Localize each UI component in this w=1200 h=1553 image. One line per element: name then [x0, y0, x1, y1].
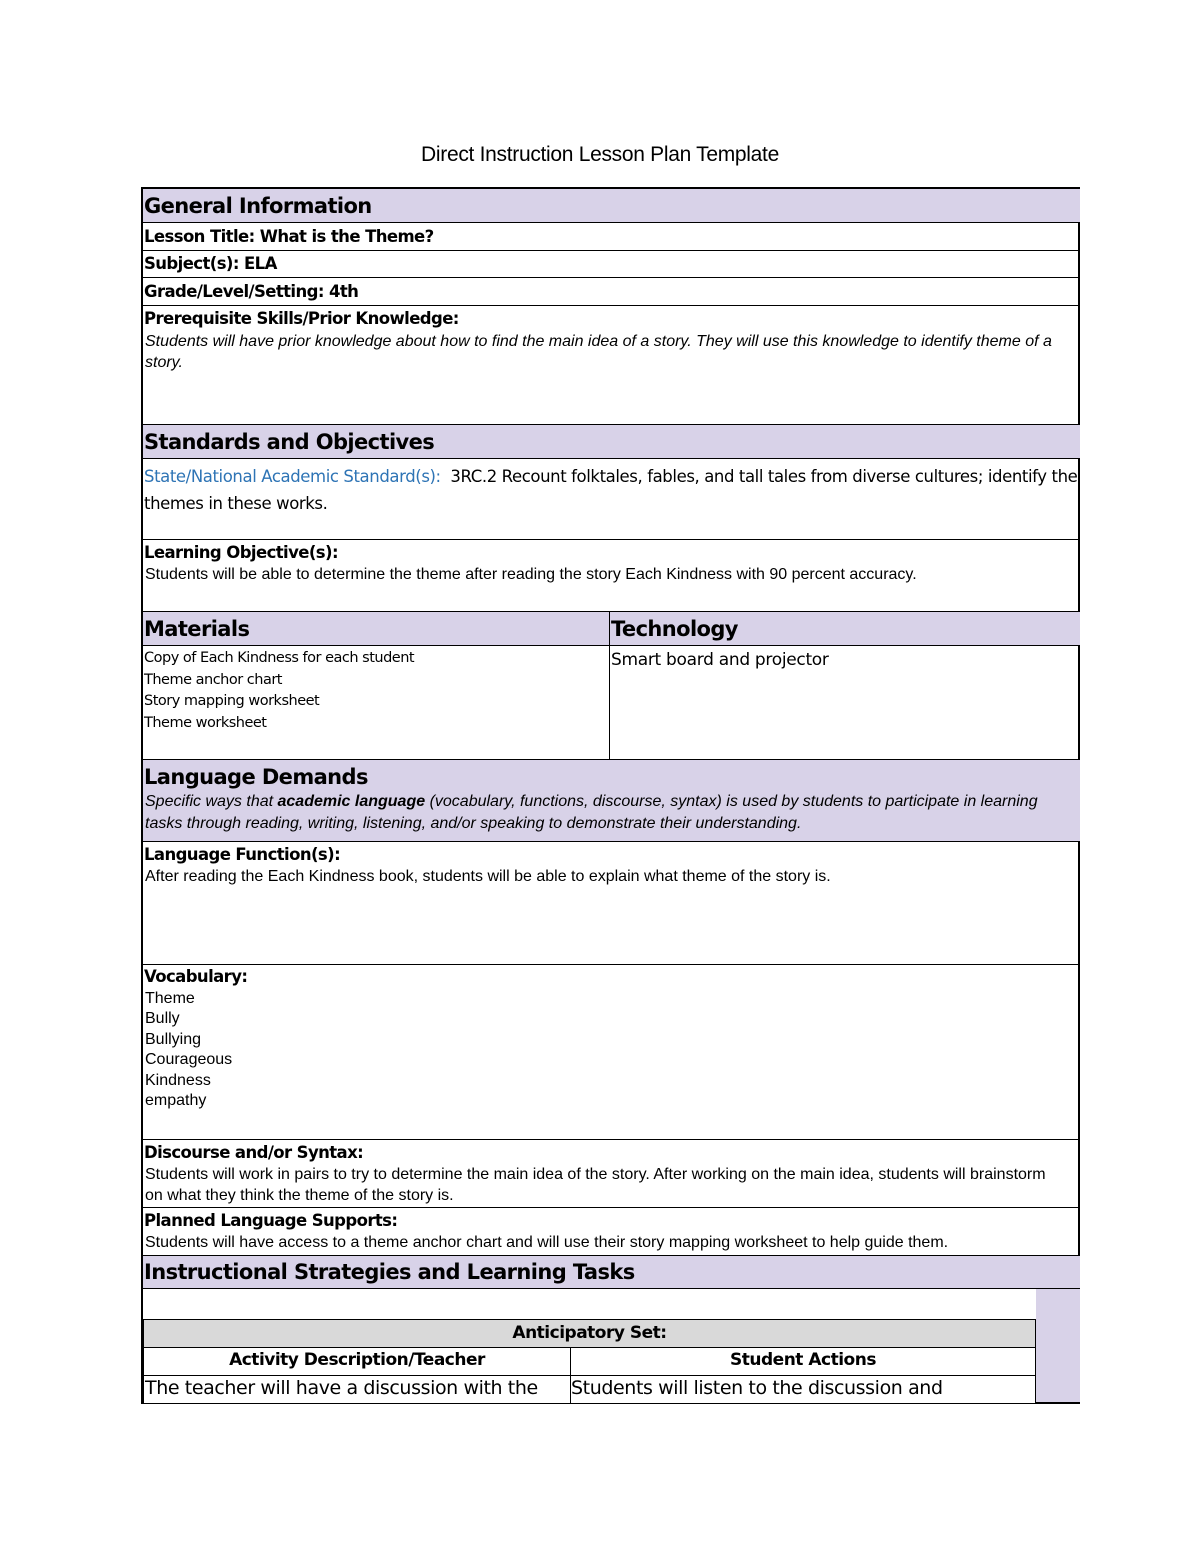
- materials-item: Theme worksheet: [144, 714, 267, 731]
- standard-text-block: [143, 459, 1080, 517]
- vocabulary-item: empathy: [145, 1092, 207, 1110]
- standards-header: [143, 425, 1080, 459]
- lesson-title-row: [143, 223, 1080, 251]
- general-information-header: [143, 189, 1080, 223]
- technology-heading: Technology: [611, 617, 738, 641]
- materials-technology-header: [143, 612, 1080, 646]
- materials-list: [143, 646, 604, 734]
- materials-item: Copy of Each Kindness for each student: [144, 650, 415, 666]
- instructional-strategies-heading: Instructional Strategies and Learning Tasks: [144, 1260, 635, 1284]
- materials-item: Theme anchor chart: [144, 671, 282, 688]
- objective-label: Learning Objective(s):: [144, 543, 338, 562]
- vocabulary-item: Bullying: [145, 1030, 202, 1048]
- materials-technology-row: [143, 646, 1080, 760]
- discourse-label: Discourse and/or Syntax:: [144, 1143, 364, 1162]
- lesson-title: Lesson Title: What is the Theme?: [144, 227, 434, 246]
- language-demands-description: Specific ways that academic language (vocabulary, functions, discourse, syntax) is used by students to participate in learning tasks through reading, writing, listening, and/or speaking to demonstrate their understanding.: [145, 793, 1038, 832]
- standards-heading: Standards and Objectives: [144, 430, 435, 454]
- standard-row: [143, 459, 1080, 540]
- column-divider: [609, 612, 610, 760]
- subjects-row: [143, 251, 1080, 278]
- column-header-teacher: Activity Description/Teacher: [143, 1348, 571, 1376]
- column-header-student: Student Actions: [570, 1348, 1036, 1376]
- language-supports-text: Students will have access to a theme anchor chart and will use their story mapping worksheet to help guide them.: [145, 1234, 949, 1251]
- language-supports-label: Planned Language Supports:: [144, 1211, 398, 1230]
- language-function-row: [143, 842, 1080, 965]
- general-information-heading: General Information: [144, 194, 372, 218]
- discourse-row: [143, 1140, 1080, 1208]
- prerequisite-text: Students will have prior knowledge about how to find the main idea of a story. They will use this knowledge to identify theme of a story.: [145, 333, 1052, 371]
- vocabulary-label: Vocabulary:: [144, 967, 248, 986]
- language-supports-row: [143, 1208, 1080, 1256]
- prerequisite-label: Prerequisite Skills/Prior Knowledge:: [144, 309, 459, 328]
- standard-label: State/National Academic Standard(s):: [144, 467, 441, 486]
- language-demands-header: [143, 760, 1080, 842]
- student-actions-text: Students will listen to the discussion and: [570, 1376, 1036, 1404]
- grade-level-setting: Grade/Level/Setting: 4th: [144, 282, 359, 301]
- standard-text: 3RC.2 Recount folktales, fables, and tall tales from diverse cultures; identify the themes in these works.: [144, 467, 1078, 513]
- anticipatory-set-heading: Anticipatory Set:: [143, 1319, 1036, 1348]
- language-function-text: After reading the Each Kindness book, students will be able to explain what theme of the story is.: [145, 868, 831, 885]
- vocabulary-item: Courageous: [145, 1051, 233, 1069]
- discourse-text: Students will work in pairs to try to determine the main idea of the story. After working on the main idea, students will brainstorm on what they think the theme of the story is.: [145, 1166, 1046, 1204]
- materials-item: Story mapping worksheet: [144, 693, 320, 709]
- vocabulary-item: Kindness: [145, 1071, 211, 1089]
- teacher-activity-text: The teacher will have a discussion with the: [143, 1376, 571, 1404]
- vocabulary-list: [143, 989, 1080, 1111]
- prerequisite-row: [143, 306, 1080, 425]
- instructional-strategies-header: [143, 1256, 1080, 1289]
- vocabulary-item: Bully: [145, 1010, 180, 1028]
- language-demands-heading: Language Demands: [144, 765, 368, 789]
- document-title: Direct Instruction Lesson Plan Template: [421, 143, 779, 166]
- vocabulary-item: Theme: [145, 990, 195, 1007]
- grade-row: [143, 278, 1080, 306]
- materials-heading: Materials: [144, 617, 250, 641]
- language-function-label: Language Function(s):: [144, 845, 341, 864]
- technology-text: Smart board and projector: [611, 650, 829, 670]
- vocabulary-row: [143, 965, 1080, 1140]
- objective-text: Students will be able to determine the theme after reading the story Each Kindness with 90 percent accuracy.: [145, 566, 917, 583]
- objective-row: [143, 540, 1080, 612]
- instructional-spacer: [143, 1289, 1036, 1319]
- subjects: Subject(s): ELA: [144, 254, 277, 273]
